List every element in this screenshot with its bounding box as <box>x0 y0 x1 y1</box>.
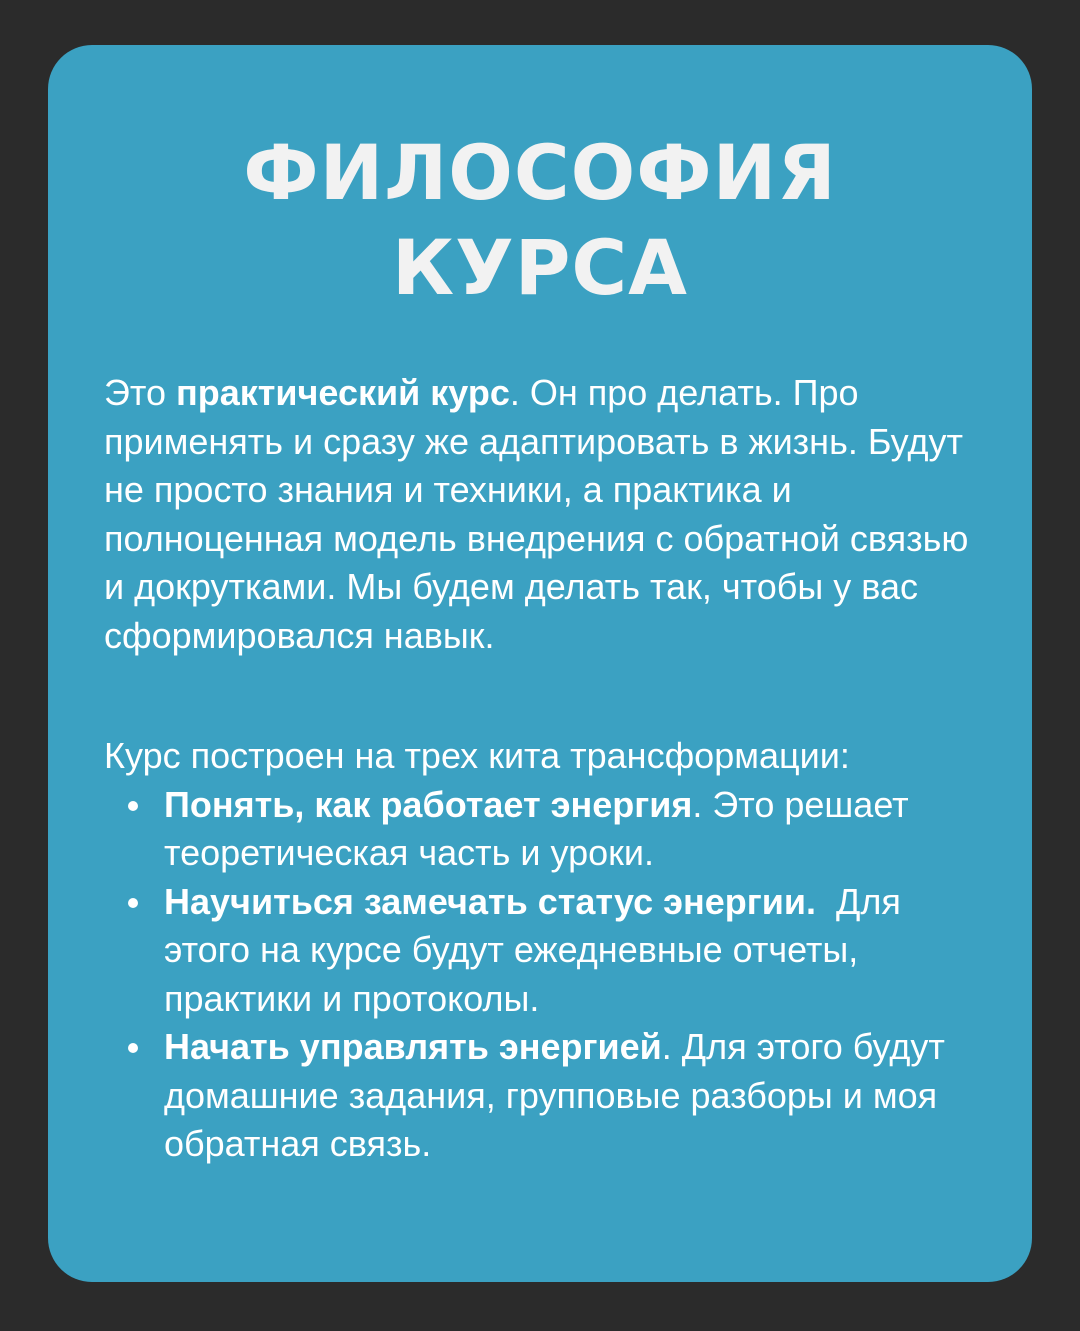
bullet-dot-icon <box>128 1043 138 1053</box>
list-item <box>104 878 976 1024</box>
bullet-text: . Для этого будут домашние задания, групповые разборы и моя обратная связь. <box>164 1026 945 1164</box>
bullet-text: . Это решает теоретическая часть и уроки. <box>164 783 909 873</box>
bullet-list <box>104 781 976 1169</box>
title-line-2: КУРСА <box>391 223 688 312</box>
bullet-dot-icon <box>128 801 138 811</box>
intro-bold: практический курс <box>175 372 510 413</box>
bullet-text: Для этого на курсе будут ежедневные отчеты, практики и протоколы. <box>164 880 911 1019</box>
page-title <box>104 125 976 315</box>
title-line-1: ФИЛОСОФИЯ <box>243 128 837 217</box>
bullet-bold: Понять, как работает энергия <box>164 783 693 825</box>
lead-paragraph: Курс построен на трех кита трансформации: <box>104 735 850 776</box>
bullet-bold: Начать управлять энергией <box>164 1026 662 1067</box>
content-card <box>48 45 1032 1282</box>
list-item <box>104 781 976 878</box>
intro-rest: . Он про делать. Про применять и сразу же адаптировать в жизнь. Будут не просто знания и техники, а практика и полноценная модель внедрения с обратной связью и докрутками. Мы будем делать так, чтобы у вас сформировался навык. <box>104 372 969 656</box>
bullet-dot-icon <box>128 898 138 908</box>
list-item <box>104 1023 976 1169</box>
intro-paragraph <box>104 369 976 660</box>
bullet-bold: Научиться замечать статус энергии. <box>164 880 816 922</box>
intro-prefix: Это <box>104 372 176 413</box>
